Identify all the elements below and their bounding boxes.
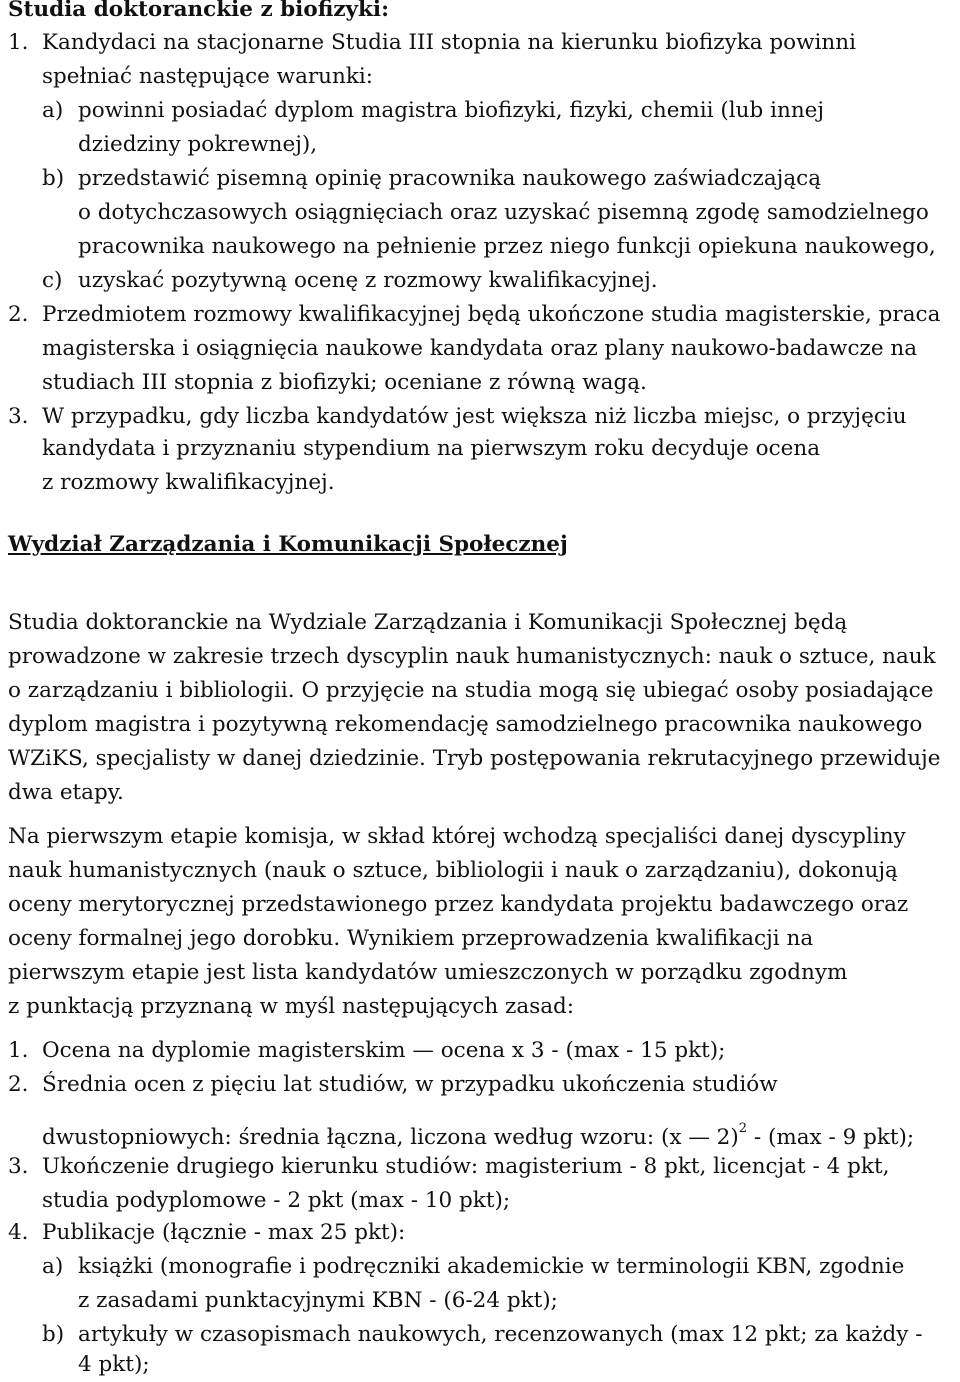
- paragraph-line: spełniać następujące warunki:: [42, 64, 374, 89]
- list-marker: a): [42, 1254, 64, 1279]
- paragraph-line: kandydata i przyznaniu stypendium na pierwszym roku decyduje ocena: [42, 436, 821, 461]
- paragraph-line: oceny formalnej jego dorobku. Wynikiem przeprowadzenia kwalifikacji na: [8, 926, 814, 951]
- superscript-exponent: 2: [738, 1121, 748, 1136]
- list-item-text: książki (monografie i podręczniki akademickie w terminologii KBN, zgodnie: [78, 1254, 905, 1279]
- list-item-text: 4 pkt);: [78, 1352, 150, 1377]
- paragraph-line: przedstawić pisemną opinię pracownika naukowego zaświadczającą: [78, 166, 822, 191]
- list-item-text: Ocena na dyplomie magisterskim — ocena x 3 - (max - 15 pkt);: [42, 1038, 726, 1063]
- paragraph-line: pierwszym etapie jest lista kandydatów umieszczonych w porządku zgodnym: [8, 960, 848, 985]
- paragraph-line: o zarządzaniu i bibliologii. O przyjęcie na studia mogą się ubiegać osoby posiadające: [8, 678, 934, 703]
- paragraph-line: o dotychczasowych osiągnięciach oraz uzyskać pisemną zgodę samodzielnego: [78, 200, 929, 225]
- list-number: 2.: [8, 302, 29, 327]
- paragraph-line: pracownika naukowego na pełnienie przez niego funkcji opiekuna naukowego,: [78, 234, 936, 259]
- list-marker: c): [42, 268, 63, 293]
- section-heading: Wydział Zarządzania i Komunikacji Społecznej: [8, 532, 568, 557]
- paragraph-line: z punktacją przyznaną w myśl następujących zasad:: [8, 994, 575, 1019]
- list-number: 3.: [8, 1154, 29, 1179]
- paragraph-line: dziedziny pokrewnej),: [78, 132, 318, 157]
- list-item-text: Średnia ocen z pięciu lat studiów, w przypadku ukończenia studiów: [42, 1072, 778, 1097]
- paragraph-line: Na pierwszym etapie komisja, w skład której wchodzą specjaliści danej dyscypliny: [8, 824, 906, 849]
- list-item-text: Publikacje (łącznie - max 25 pkt):: [42, 1220, 406, 1245]
- section-title: Studia doktoranckie z biofizyki:: [8, 0, 390, 22]
- list-item-text: studia podyplomowe - 2 pkt (max - 10 pkt);: [42, 1188, 511, 1213]
- list-marker: b): [42, 166, 65, 191]
- list-number: 1.: [8, 30, 29, 55]
- list-marker: b): [42, 1322, 65, 1347]
- list-number: 3.: [8, 404, 29, 429]
- paragraph-line: oceny merytorycznej przedstawionego przez kandydata projektu badawczego oraz: [8, 892, 909, 917]
- paragraph-line: uzyskać pozytywną ocenę z rozmowy kwalifikacyjnej.: [78, 268, 658, 293]
- list-item-text: artykuły w czasopismach naukowych, recenzowanych (max 12 pkt; za każdy -: [78, 1322, 923, 1347]
- paragraph-line: magisterska i osiągnięcia naukowe kandydata oraz plany naukowo-badawcze na: [42, 336, 918, 361]
- paragraph-line: W przypadku, gdy liczba kandydatów jest większa niż liczba miejsc, o przyjęciu: [42, 404, 907, 429]
- paragraph-line: prowadzone w zakresie trzech dyscyplin nauk humanistycznych: nauk o sztuce, nauk: [8, 644, 936, 669]
- list-item-text: Ukończenie drugiego kierunku studiów: magisterium - 8 pkt, licencjat - 4 pkt,: [42, 1154, 890, 1179]
- paragraph-line: dwa etapy.: [8, 780, 124, 805]
- list-item-text: dwustopniowych: średnia łączna, liczona według wzoru: (x — 2)$^2$ - (max - 9 pkt);: [42, 1121, 915, 1151]
- paragraph-line: WZiKS, specjalisty w danej dziedzinie. Tryb postępowania rekrutacyjnego przewiduje: [8, 746, 941, 771]
- list-item-text: z zasadami punktacyjnymi KBN - (6-24 pkt);: [78, 1288, 558, 1313]
- paragraph-line: dyplom magistra i pozytywną rekomendację samodzielnego pracownika naukowego: [8, 712, 923, 737]
- list-marker: a): [42, 98, 64, 123]
- list-number: 2.: [8, 1072, 29, 1097]
- list-number: 4.: [8, 1220, 29, 1245]
- paragraph-line: Przedmiotem rozmowy kwalifikacyjnej będą ukończone studia magisterskie, praca: [42, 302, 941, 327]
- list-number: 1.: [8, 1038, 29, 1063]
- paragraph-line: studiach III stopnia z biofizyki; oceniane z równą wagą.: [42, 370, 647, 395]
- paragraph-line: z rozmowy kwalifikacyjnej.: [42, 470, 335, 495]
- paragraph-line: Studia doktoranckie na Wydziale Zarządzania i Komunikacji Społecznej będą: [8, 610, 848, 635]
- paragraph-line: nauk humanistycznych (nauk o sztuce, bibliologii i nauk o zarządzaniu), dokonują: [8, 858, 898, 883]
- paragraph-line: powinni posiadać dyplom magistra biofizyki, fizyki, chemii (lub innej: [78, 98, 825, 123]
- paragraph-line: Kandydaci na stacjonarne Studia III stopnia na kierunku biofizyka powinni: [42, 30, 856, 55]
